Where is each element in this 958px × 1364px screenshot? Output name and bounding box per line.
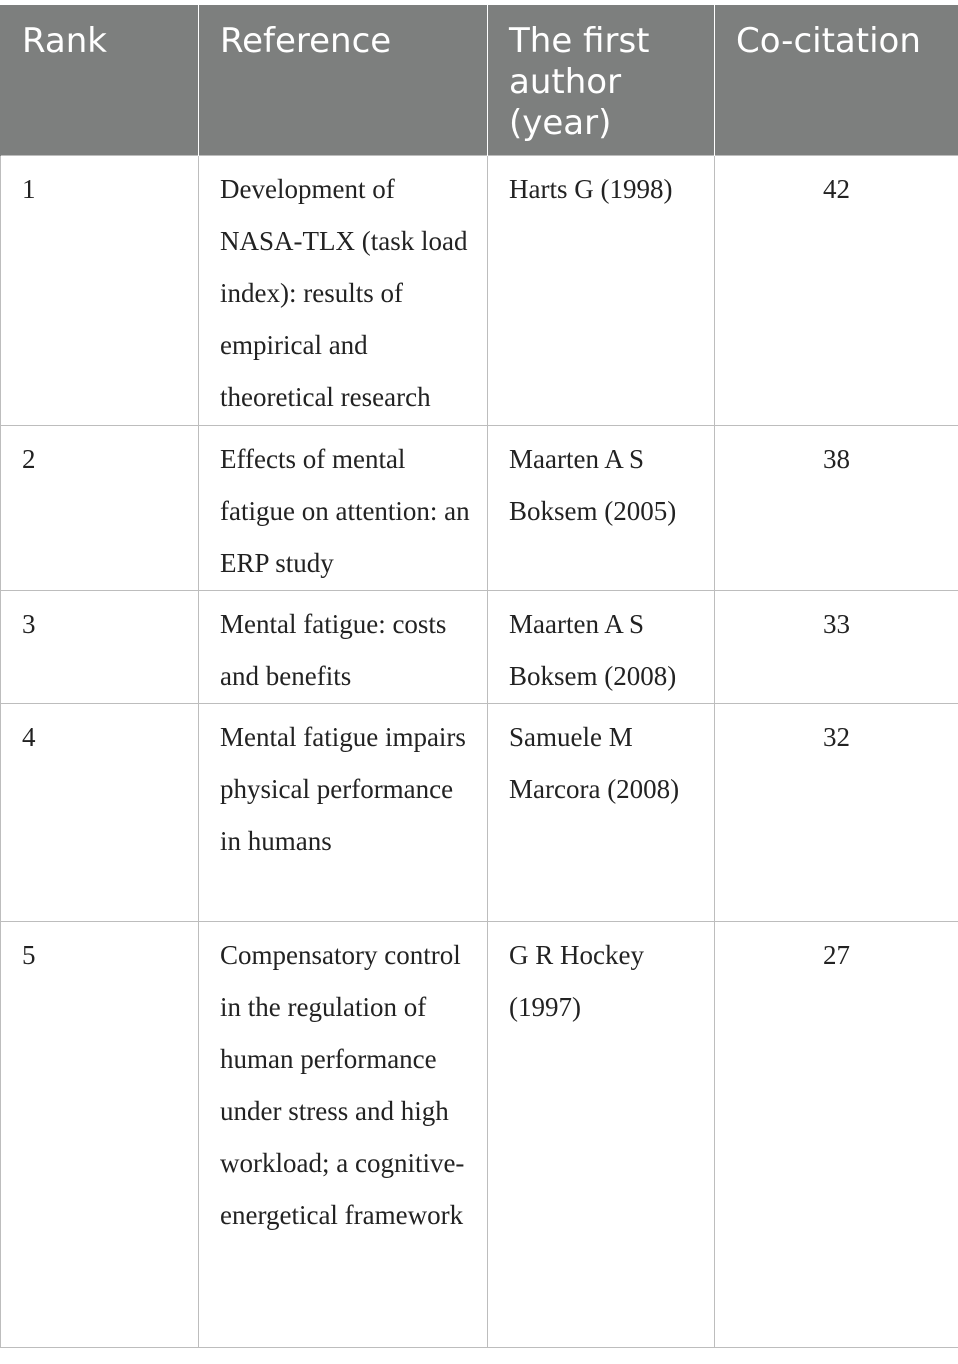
- cell-reference: Development of NASA-TLX (task load index): results of empirical and theoretical research: [199, 156, 488, 426]
- co-citation-table: [0, 5, 958, 1348]
- cell-reference: Effects of mental fatigue on attention: an ERP study: [199, 426, 488, 591]
- cell-rank: 3: [1, 591, 199, 704]
- cell-reference: Mental fatigue: costs and benefits: [199, 591, 488, 704]
- cell-reference: Compensatory control in the regulation of human performance under stress and high workload; a cognitive-energetical framework: [199, 922, 488, 1348]
- header-co-citation: Co-citation: [715, 6, 958, 156]
- table-row: [1, 426, 958, 591]
- table-row: [1, 156, 958, 426]
- cell-co-citation: 38: [715, 426, 958, 591]
- table-row: [1, 704, 958, 922]
- table-row: [1, 922, 958, 1348]
- header-row: [1, 6, 958, 156]
- header-first-author: The first author (year): [488, 6, 715, 156]
- cell-co-citation: 33: [715, 591, 958, 704]
- cell-co-citation: 32: [715, 704, 958, 922]
- cell-first-author: Maarten A S Boksem (2008): [488, 591, 715, 704]
- cell-rank: 5: [1, 922, 199, 1348]
- cell-first-author: Harts G (1998): [488, 156, 715, 426]
- cell-first-author: Samuele M Marcora (2008): [488, 704, 715, 922]
- cell-rank: 1: [1, 156, 199, 426]
- header-reference: Reference: [199, 6, 488, 156]
- cell-first-author: Maarten A S Boksem (2005): [488, 426, 715, 591]
- cell-reference: Mental fatigue impairs physical performance in humans: [199, 704, 488, 922]
- cell-first-author: G R Hockey (1997): [488, 922, 715, 1348]
- cell-co-citation: 42: [715, 156, 958, 426]
- cell-co-citation: 27: [715, 922, 958, 1348]
- table-row: [1, 591, 958, 704]
- cell-rank: 2: [1, 426, 199, 591]
- cell-rank: 4: [1, 704, 199, 922]
- header-rank: Rank: [1, 6, 199, 156]
